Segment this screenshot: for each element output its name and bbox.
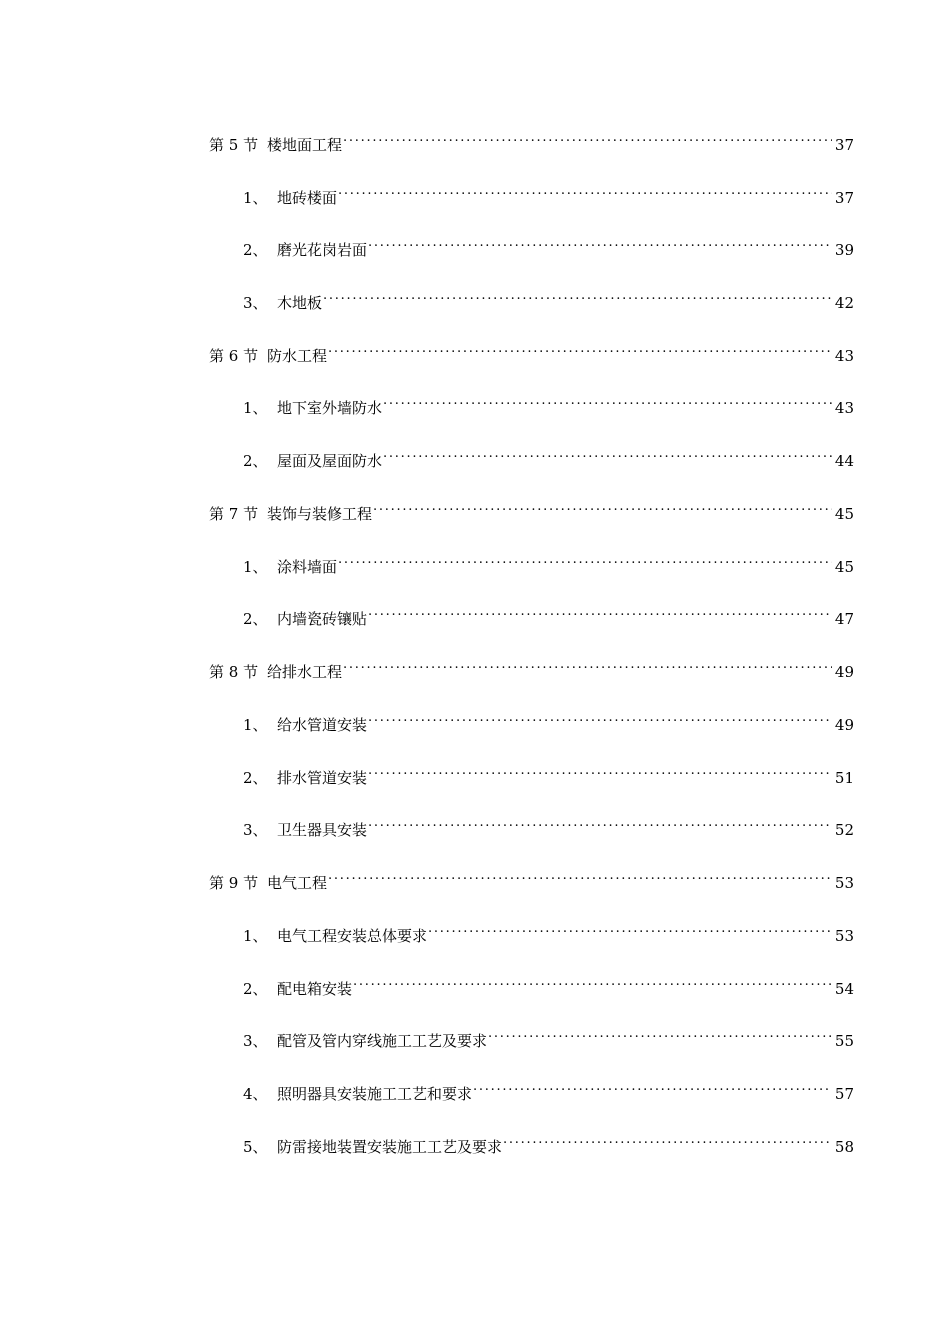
- toc-entry-number: 1、: [243, 716, 268, 734]
- toc-entry-page: 53: [834, 874, 854, 892]
- toc-item[interactable]: [243, 759, 854, 787]
- toc-entry-number: 1、: [243, 399, 268, 417]
- toc-item[interactable]: [243, 811, 854, 839]
- toc-item[interactable]: [243, 548, 854, 576]
- toc-entry-number: 第 8 节: [209, 663, 259, 681]
- toc-dot-leader: [328, 337, 832, 361]
- toc-entry-title: 给水管道安装: [277, 716, 368, 734]
- toc-section-8[interactable]: [209, 653, 854, 681]
- toc-entry-number: 第 5 节: [209, 136, 259, 154]
- toc-item[interactable]: [243, 1128, 854, 1156]
- toc-entry-page: 37: [834, 136, 854, 154]
- toc-entry-title: 楼地面工程: [267, 136, 343, 154]
- toc-entry-page: 39: [834, 241, 854, 259]
- toc-dot-leader: [383, 389, 832, 413]
- toc-entry-page: 45: [834, 505, 854, 523]
- toc-entry-number: 第 6 节: [209, 347, 259, 365]
- toc-item[interactable]: [243, 970, 854, 998]
- toc-entry-number: 2、: [243, 610, 268, 628]
- toc-entry-title: 防水工程: [267, 347, 328, 365]
- toc-item[interactable]: [243, 1022, 854, 1050]
- toc-dot-leader: [368, 600, 832, 624]
- toc-section-7[interactable]: [209, 495, 854, 523]
- toc-section-9[interactable]: [209, 864, 854, 892]
- toc-entry-page: 45: [834, 558, 854, 576]
- toc-entry-title: 涂料墙面: [277, 558, 338, 576]
- toc-dot-leader: [368, 759, 832, 783]
- toc-item[interactable]: [243, 179, 854, 207]
- toc-entry-page: 54: [834, 980, 854, 998]
- toc-entry-number: 2、: [243, 241, 268, 259]
- toc-item[interactable]: [243, 284, 854, 312]
- toc-entry-page: 44: [834, 452, 854, 470]
- toc-entry-number: 2、: [243, 452, 268, 470]
- toc-section-5[interactable]: [209, 126, 854, 154]
- toc-dot-leader: [338, 548, 832, 572]
- toc-entry-number: 2、: [243, 980, 268, 998]
- toc-entry-number: 第 7 节: [209, 505, 259, 523]
- toc-section-6[interactable]: [209, 337, 854, 365]
- toc-dot-leader: [368, 811, 832, 835]
- toc-entry-page: 49: [834, 663, 854, 681]
- toc-dot-leader: [473, 1075, 832, 1099]
- toc-item[interactable]: [243, 1075, 854, 1103]
- toc-entry-page: 49: [834, 716, 854, 734]
- toc-item[interactable]: [243, 600, 854, 628]
- toc-entry-title: 木地板: [277, 294, 323, 312]
- toc-dot-leader: [368, 706, 832, 730]
- toc-item[interactable]: [243, 442, 854, 470]
- toc-entry-number: 4、: [243, 1085, 268, 1103]
- toc-dot-leader: [428, 917, 832, 941]
- toc-entry-title: 排水管道安装: [277, 769, 368, 787]
- toc-entry-title: 装饰与装修工程: [267, 505, 373, 523]
- toc-entry-number: 1、: [243, 558, 268, 576]
- toc-entry-page: 53: [834, 927, 854, 945]
- toc-dot-leader: [338, 179, 832, 203]
- toc-item[interactable]: [243, 389, 854, 417]
- toc-entry-page: 58: [834, 1138, 854, 1156]
- toc-dot-leader: [488, 1022, 832, 1046]
- toc-entry-number: 1、: [243, 927, 268, 945]
- toc-entry-title: 内墙瓷砖镶贴: [277, 610, 368, 628]
- toc-dot-leader: [373, 495, 832, 519]
- toc-entry-title: 防雷接地装置安装施工工艺及要求: [277, 1138, 503, 1156]
- toc-dot-leader: [383, 442, 832, 466]
- toc-entry-title: 电气工程安装总体要求: [277, 927, 428, 945]
- toc-dot-leader: [328, 864, 832, 888]
- toc-entry-number: 3、: [243, 1032, 268, 1050]
- toc-entry-title: 给排水工程: [267, 663, 343, 681]
- toc-entry-page: 52: [834, 821, 854, 839]
- toc-entry-title: 卫生器具安装: [277, 821, 368, 839]
- toc-dot-leader: [343, 653, 832, 677]
- toc-entry-page: 43: [834, 399, 854, 417]
- toc-entry-number: 第 9 节: [209, 874, 259, 892]
- toc-dot-leader: [323, 284, 832, 308]
- toc-entry-title: 照明器具安装施工工艺和要求: [277, 1085, 473, 1103]
- toc-entry-title: 磨光花岗岩面: [277, 241, 368, 259]
- toc-entry-page: 42: [834, 294, 854, 312]
- toc-entry-number: 3、: [243, 821, 268, 839]
- toc-entry-title: 地砖楼面: [277, 189, 338, 207]
- toc-entry-title: 配电箱安装: [277, 980, 353, 998]
- toc-entry-page: 47: [834, 610, 854, 628]
- toc-entry-page: 57: [834, 1085, 854, 1103]
- toc-entry-title: 电气工程: [267, 874, 328, 892]
- toc-entry-page: 51: [834, 769, 854, 787]
- toc-entry-number: 5、: [243, 1138, 268, 1156]
- toc-entry-title: 配管及管内穿线施工工艺及要求: [277, 1032, 488, 1050]
- toc-entry-page: 37: [834, 189, 854, 207]
- toc-entry-page: 55: [834, 1032, 854, 1050]
- toc-entry-number: 3、: [243, 294, 268, 312]
- toc-item[interactable]: [243, 917, 854, 945]
- toc-dot-leader: [353, 970, 832, 994]
- toc-entry-number: 1、: [243, 189, 268, 207]
- toc-item[interactable]: [243, 706, 854, 734]
- toc-dot-leader: [343, 126, 832, 150]
- toc-entry-title: 地下室外墙防水: [277, 399, 383, 417]
- toc-entry-page: 43: [834, 347, 854, 365]
- toc-entry-title: 屋面及屋面防水: [277, 452, 383, 470]
- toc-entry-number: 2、: [243, 769, 268, 787]
- toc-dot-leader: [503, 1128, 832, 1152]
- toc-item[interactable]: [243, 231, 854, 259]
- toc-dot-leader: [368, 231, 832, 255]
